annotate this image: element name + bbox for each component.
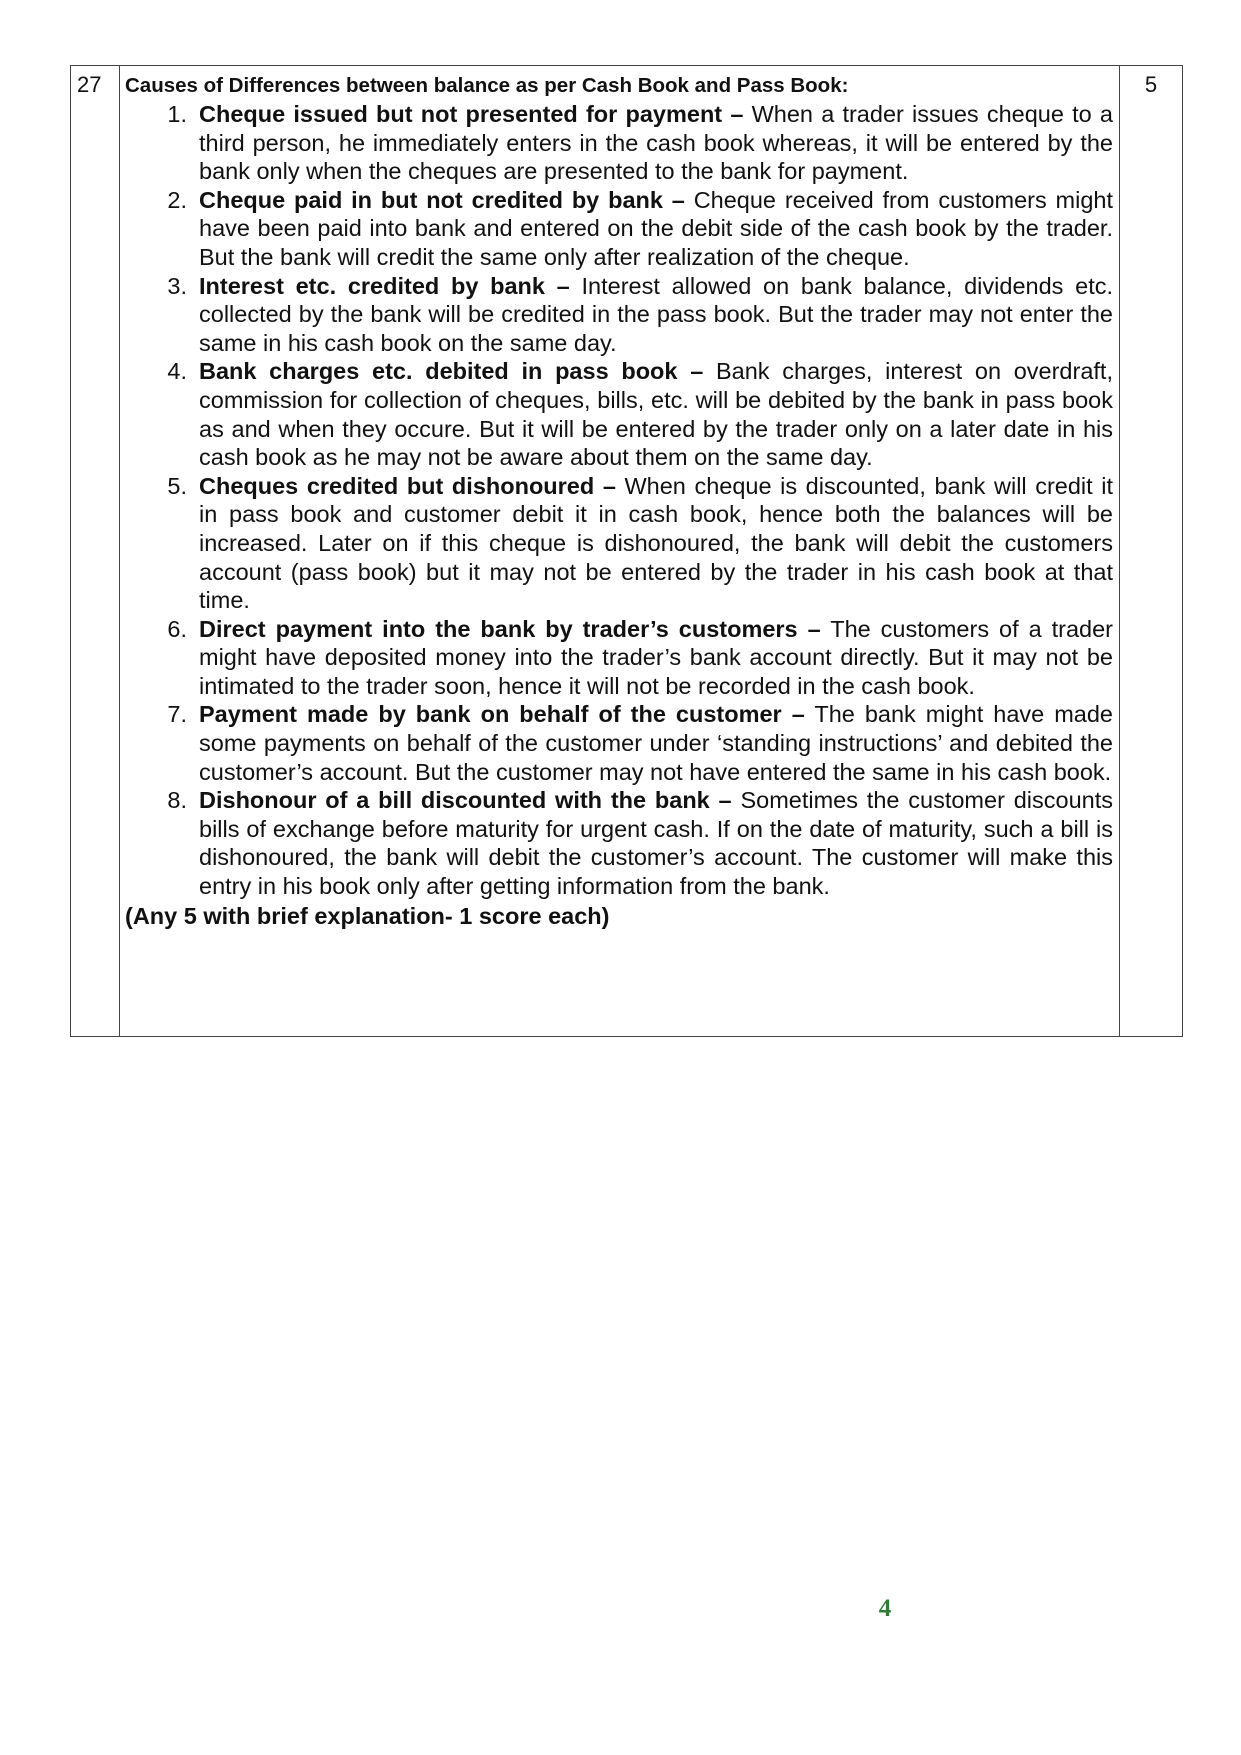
answer-content xyxy=(120,66,1120,1036)
question-number: 27 xyxy=(71,66,120,1036)
cause-title: Cheque paid in but not credited by bank – xyxy=(199,186,685,213)
cause-title: Direct payment into the bank by trader’s customers – xyxy=(199,615,821,642)
cause-text: Cheque received from customers might have been paid into bank and entered on the debit side of the cash book by the trader. But the bank will credit the same only after realization of the cheque. xyxy=(199,186,1114,270)
cause-title: Interest etc. credited by bank – xyxy=(199,272,570,299)
page-number: 4 xyxy=(878,1595,892,1622)
causes-list xyxy=(125,100,1113,901)
cause-item xyxy=(125,472,1113,615)
cause-number: 7. xyxy=(167,701,187,728)
cause-text: Interest allowed on bank balance, dividends etc. collected by the bank will be credited in the pass book. But the trader may not enter the same in his cash book on the same day. xyxy=(199,272,1114,356)
cause-number: 4. xyxy=(167,358,187,385)
cause-title: Dishonour of a bill discounted with the bank – xyxy=(199,787,732,814)
cause-item xyxy=(125,615,1113,701)
scoring-note: (Any 5 with brief explanation- 1 score each) xyxy=(125,902,610,929)
cause-number: 3. xyxy=(167,272,187,299)
cause-item xyxy=(125,272,1113,358)
cause-title: Payment made by bank on behalf of the customer – xyxy=(199,701,805,728)
cause-body xyxy=(199,100,1113,186)
cause-text: When cheque is discounted, bank will credit it in pass book and customer debit it in cash book, hence both the balances will be increased. Later on if this cheque is dishonoured, the bank will debit the customers account (pass book) but it may not be entered by the trader in his cash book at that time. xyxy=(199,472,1114,614)
cause-number: 8. xyxy=(167,787,187,814)
cause-number: 6. xyxy=(167,615,187,642)
answer-heading: Causes of Differences between balance as per Cash Book and Pass Book: xyxy=(125,74,849,97)
cause-item xyxy=(125,700,1113,786)
cause-text: Bank charges, interest on overdraft, commission for collection of cheques, bills, etc. will be debited by the bank in pass book as and when they occure. But it will be entered by the trader only on a later date in his cash book as he may not be aware about them on the same day. xyxy=(199,358,1113,471)
cause-title: Bank charges etc. debited in pass book – xyxy=(199,358,704,385)
cause-number: 1. xyxy=(167,101,187,127)
question-marks: 5 xyxy=(1144,72,1158,97)
answer-table xyxy=(70,65,1183,1037)
cause-text: The bank might have made some payments on behalf of the customer under ‘standing instructions’ and debited the customer’s account. But the customer may not have entered the same in his cash book. xyxy=(199,701,1113,785)
cause-body xyxy=(199,272,1113,358)
cause-item xyxy=(125,186,1113,272)
cause-body xyxy=(199,700,1113,786)
cause-body xyxy=(199,186,1113,272)
cause-body xyxy=(199,786,1113,900)
cause-item xyxy=(125,100,1113,186)
cause-body xyxy=(199,615,1113,701)
cause-number: 2. xyxy=(167,186,187,213)
cause-text: Sometimes the customer discounts bills of exchange before maturity for urgent cash. If on the date of maturity, such a bill is dishonoured, the bank will debit the customer’s account. The customer will make this entry in his book only after getting information from the bank. xyxy=(199,787,1113,900)
cause-item xyxy=(125,786,1113,900)
cause-title: Cheque issued but not presented for payment – xyxy=(199,101,744,127)
cause-text: When a trader issues cheque to a third person, he immediately enters in the cash book whereas, it will be entered by the bank only when the cheques are presented to the bank for payment. xyxy=(199,101,1113,185)
cause-text: The customers of a trader might have deposited money into the trader’s bank account directly. But it may not be intimated to the trader soon, hence it will not be recorded in the cash book. xyxy=(199,615,1114,699)
cause-body xyxy=(199,357,1113,471)
cause-body xyxy=(199,472,1113,615)
cause-title: Cheques credited but dishonoured – xyxy=(199,472,616,499)
cause-number: 5. xyxy=(167,472,187,499)
cause-item xyxy=(125,357,1113,471)
